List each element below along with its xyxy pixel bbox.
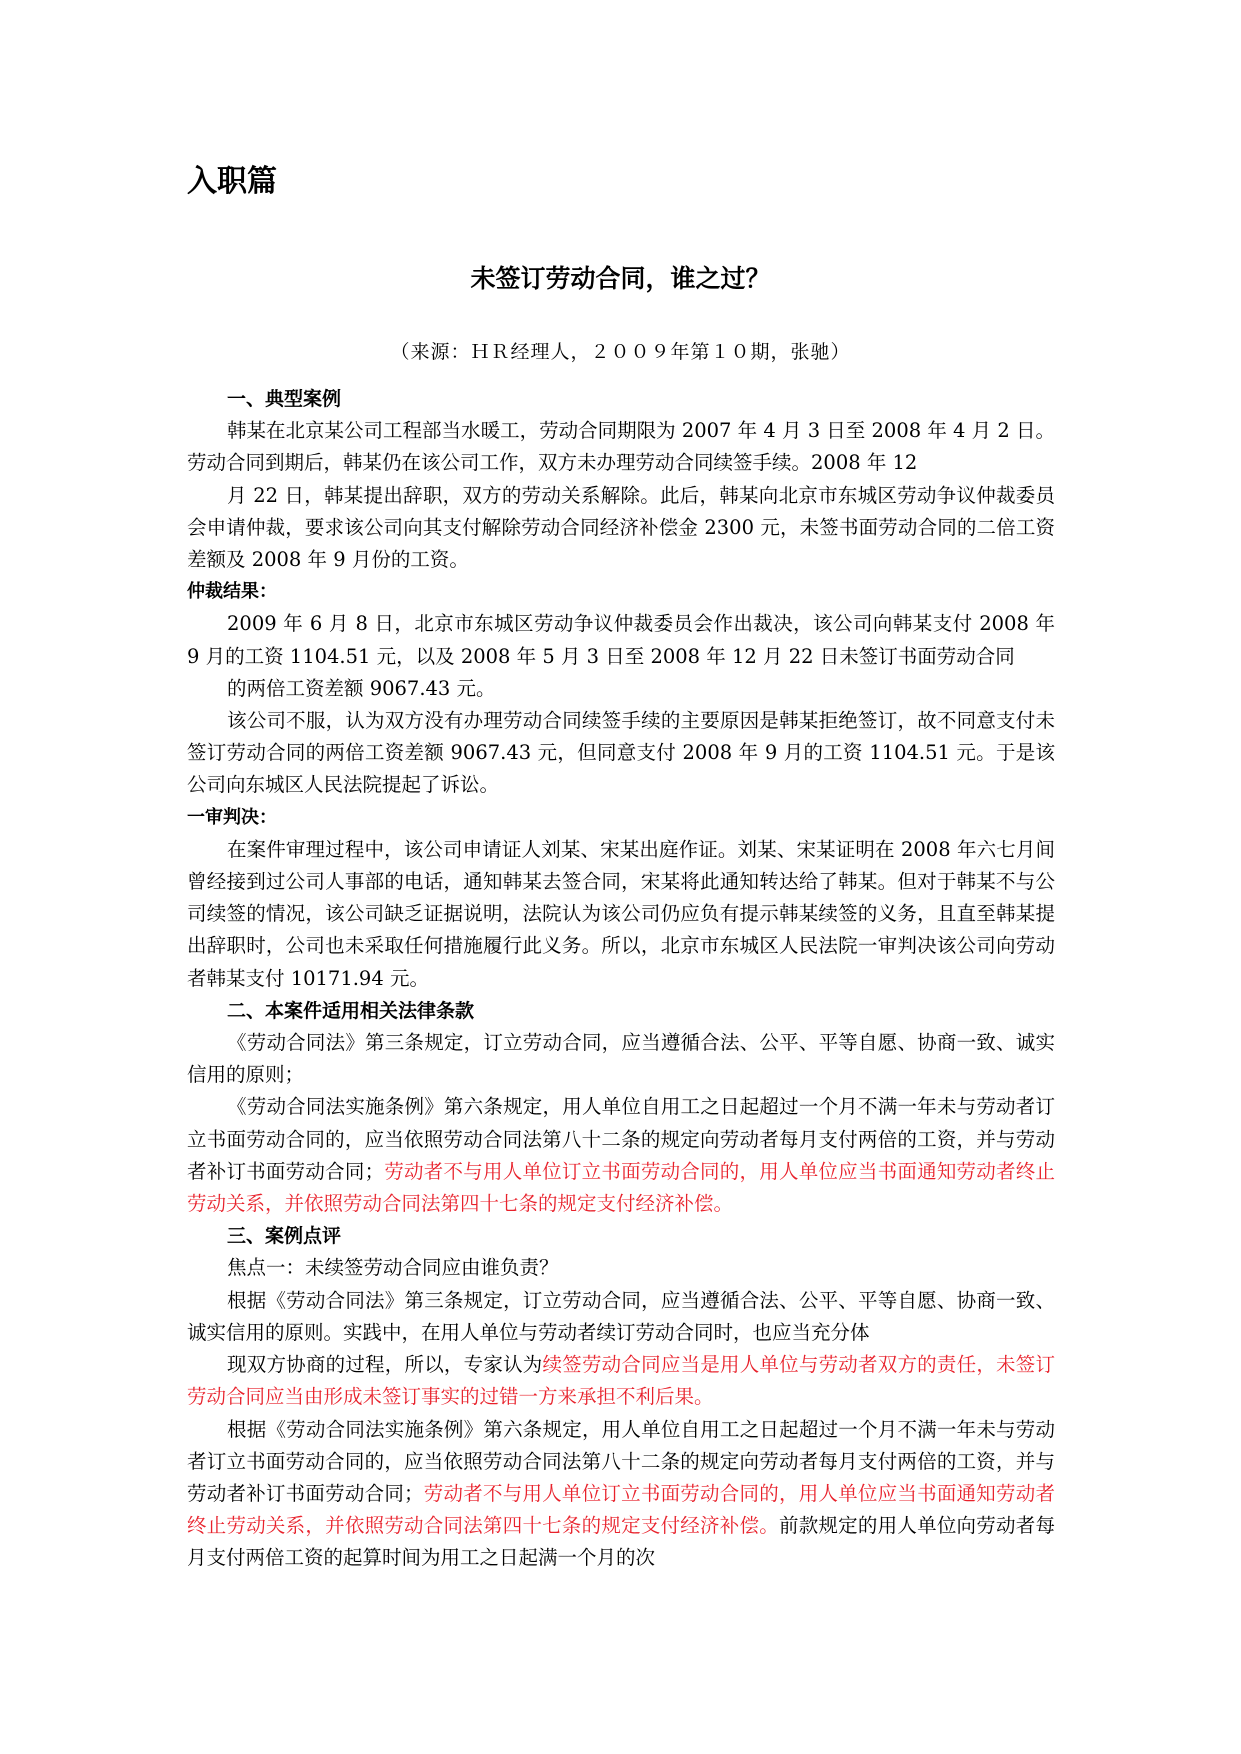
paragraph-text: 《劳动合同法实施条例》第六条规定，用人单位自用工之日起超过一个月不满一年未与劳动者订立书面劳动合同的，应当依照劳动合同法第八十二条的规定向劳动者每月支付两倍的工资，并与劳动者补订书面劳动合同； (187, 1095, 1055, 1183)
paragraph: 《劳动合同法》第三条规定，订立劳动合同，应当遵循合法、公平、平等自愿、协商一致、诚实信用的原则； (187, 1031, 1055, 1087)
source-line: （来源：ＨＲ经理人，２００９年第１０期，张驰） (390, 341, 851, 363)
paragraph: 韩某在北京某公司工程部当水暖工，劳动合同期限为 2007 年 4 月 3 日至 2008 年 4 月 2 日。劳动合同到期后，韩某仍在该公司工作，双方未办理劳动合同续签手续。2008 年 12 (187, 419, 1055, 475)
highlighted-text: 续签劳动合同应当是用人单位与劳动者双方的责任，未签订劳动合同应当由形成未签订事实的过错一方来承担不利后果。 (187, 1353, 1055, 1409)
paragraph (187, 1414, 1055, 1575)
subheading-arbitration-result: 仲裁结果： (187, 581, 277, 603)
highlighted-text: 劳动者不与用人单位订立书面劳动合同的，用人单位应当书面通知劳动者终止劳动关系，并依照劳动合同法第四十七条的规定支付经济补偿。 (187, 1481, 1055, 1538)
paragraph-text: 前款规定的用人单位向劳动者每月支付两倍工资的起算时间为用工之日起满一个月的次 (187, 1514, 1055, 1570)
paragraph (187, 1349, 1055, 1413)
paragraph-text: 现双方协商的过程，所以，专家认为 (227, 1353, 543, 1377)
paragraph: 根据《劳动合同法》第三条规定，订立劳动合同，应当遵循合法、公平、平等自愿、协商一致、诚实信用的原则。实践中，在用人单位与劳动者续订劳动合同时，也应当充分体 (187, 1288, 1055, 1344)
paragraph: 焦点一：未续签劳动合同应由谁负责？ (227, 1256, 559, 1280)
section-heading-typical-case: 一、典型案例 (227, 388, 342, 410)
highlighted-text: 劳动者不与用人单位订立书面劳动合同的，用人单位应当书面通知劳动者终止劳动关系，并依照劳动合同法第四十七条的规定支付经济补偿。 (187, 1159, 1055, 1216)
article-title: 未签订劳动合同，谁之过？ (470, 264, 771, 293)
paragraph (187, 1091, 1055, 1220)
paragraph: 该公司不服，认为双方没有办理劳动合同续签手续的主要原因是韩某拒绝签订，故不同意支付未签订劳动合同的两倍工资差额 9067.43 元，但同意支付 2008 年 9 月的工资 1104.51 元。于是该公司向东城区人民法院提起了诉讼。 (187, 709, 1055, 797)
part-title: 入职篇 (187, 164, 277, 199)
paragraph: 在案件审理过程中，该公司申请证人刘某、宋某出庭作证。刘某、宋某证明在 2008 年六七月间曾经接到过公司人事部的电话，通知韩某去签合同，宋某将此通知转达给了韩某。但对于韩某不与公司续签的情况，该公司缺乏证据说明，法院认为该公司仍应负有提示韩某续签的义务，且直至韩某提出辞职时，公司也未采取任何措施履行此义务。所以，北京市东城区人民法院一审判决该公司向劳动者韩某支付 10171.94 元。 (187, 837, 1055, 990)
section-heading-case-review: 三、案例点评 (227, 1225, 342, 1248)
article-body (187, 383, 1055, 1575)
paragraph-text: 根据《劳动合同法实施条例》第六条规定，用人单位自用工之日起超过一个月不满一年未与劳动者订立书面劳动合同的，应当依照劳动合同法第八十二条的规定向劳动者每月支付两倍的工资，并与劳动者补订书面劳动合同； (187, 1417, 1055, 1505)
section-heading-applicable-law: 二、本案件适用相关法律条款 (227, 999, 475, 1022)
paragraph: 月 22 日，韩某提出辞职，双方的劳动关系解除。此后，韩某向北京市东城区劳动争议仲裁委员会申请仲裁，要求该公司向其支付解除劳动合同经济补偿金 2300 元，未签书面劳动合同的二倍工资差额及 2008 年 9 月份的工资。 (187, 483, 1055, 572)
subheading-first-instance: 一审判决： (187, 806, 277, 828)
paragraph: 2009 年 6 月 8 日，北京市东城区劳动争议仲裁委员会作出裁决，该公司向韩某支付 2008 年 9 月的工资 1104.51 元，以及 2008 年 5 月 3 日至 2008 年 12 月 22 日未签订书面劳动合同 (187, 612, 1055, 668)
paragraph: 的两倍工资差额 9067.43 元。 (227, 676, 496, 700)
